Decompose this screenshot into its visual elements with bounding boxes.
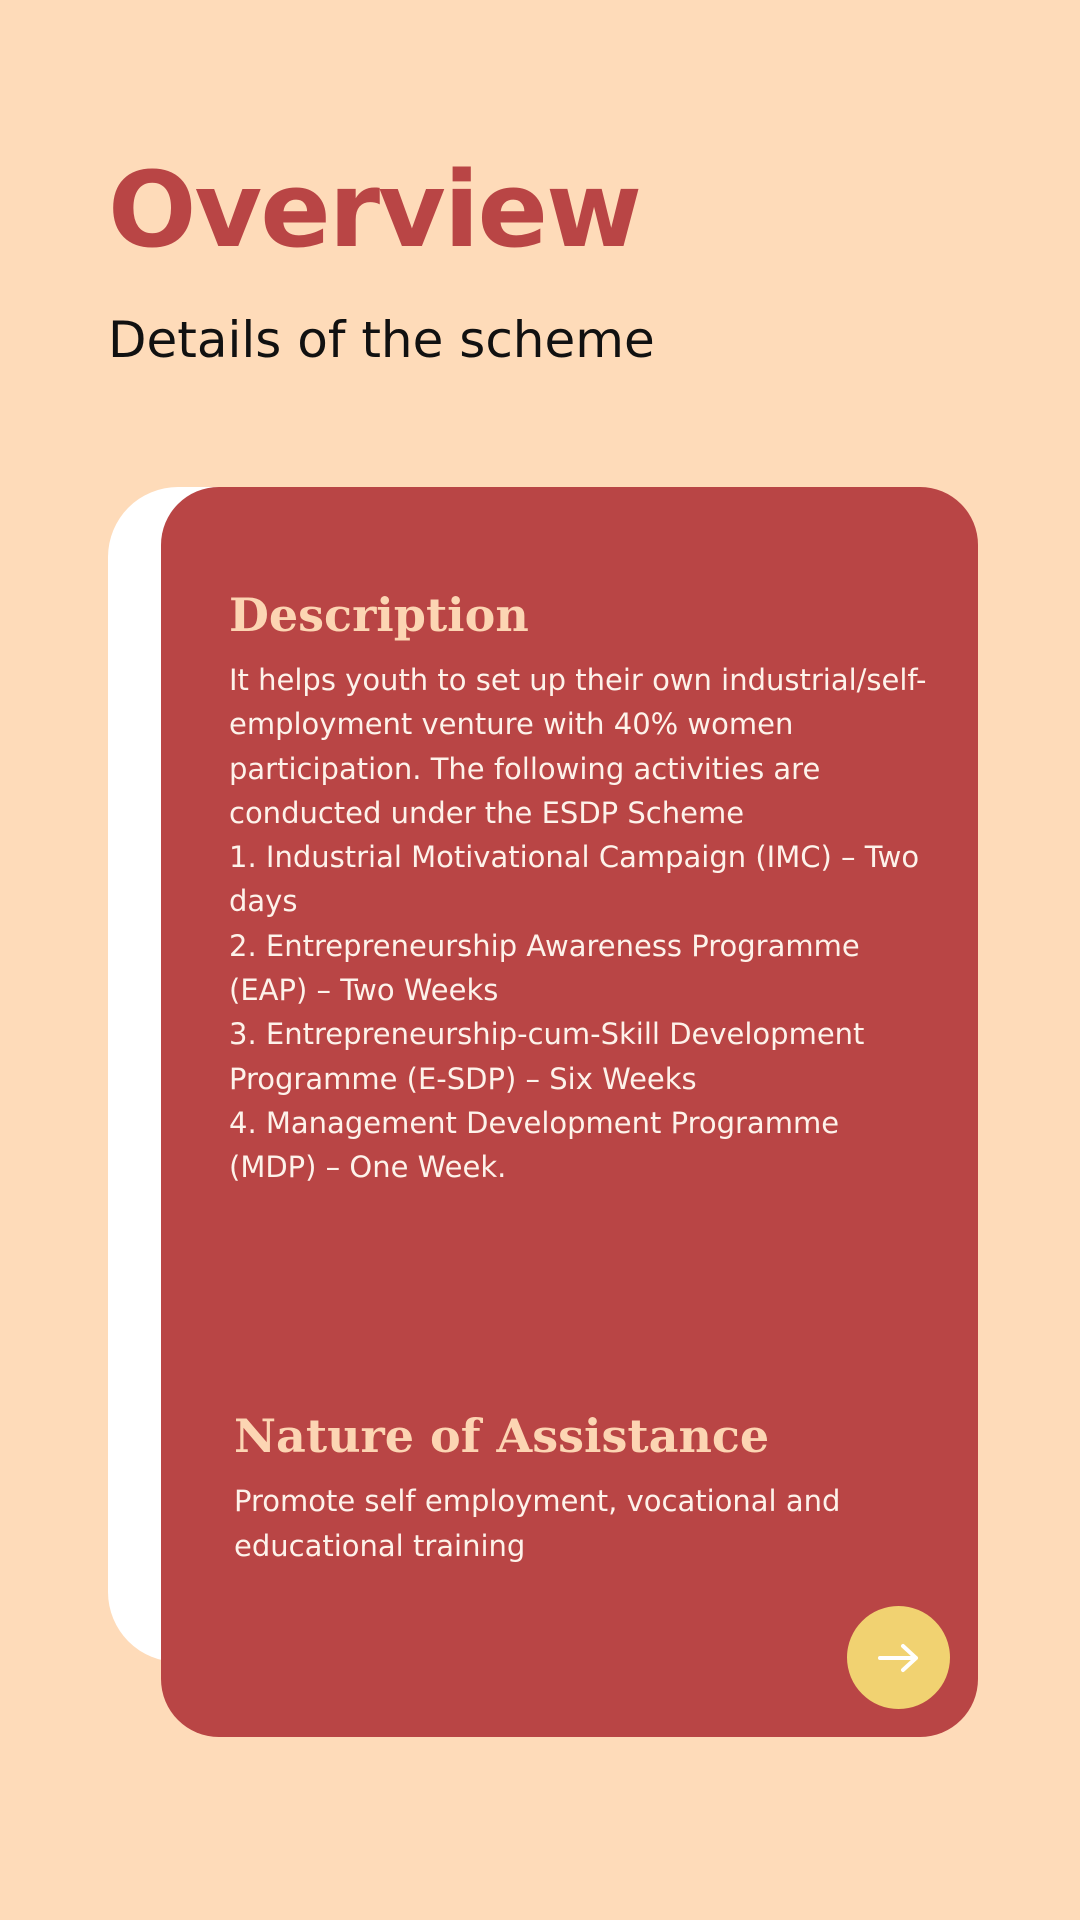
page-subtitle: Details of the scheme <box>108 311 655 369</box>
description-heading: Description <box>229 588 529 642</box>
scheme-details-card <box>161 487 978 1737</box>
nature-of-assistance-heading: Nature of Assistance <box>234 1409 770 1463</box>
description-text: It helps youth to set up their own industrial/self-employment venture with 40% women participation. The following activities are conducted under the ESDP Scheme 1. Industrial Motivational Campaign (IMC) – Two days 2. Entrepreneurship Awareness Programme (EAP) – Two Weeks 3. Entrepreneurship-cum-Skill Development Programme (E-SDP) – Six Weeks 4. Management Development Programme (MDP) – One Week. <box>229 663 927 1185</box>
nature-of-assistance-text: Promote self employment, vocational and educational training <box>234 1484 841 1563</box>
arrow-right-icon <box>877 1643 921 1673</box>
page-title: Overview <box>108 149 641 271</box>
next-button[interactable] <box>847 1606 950 1709</box>
